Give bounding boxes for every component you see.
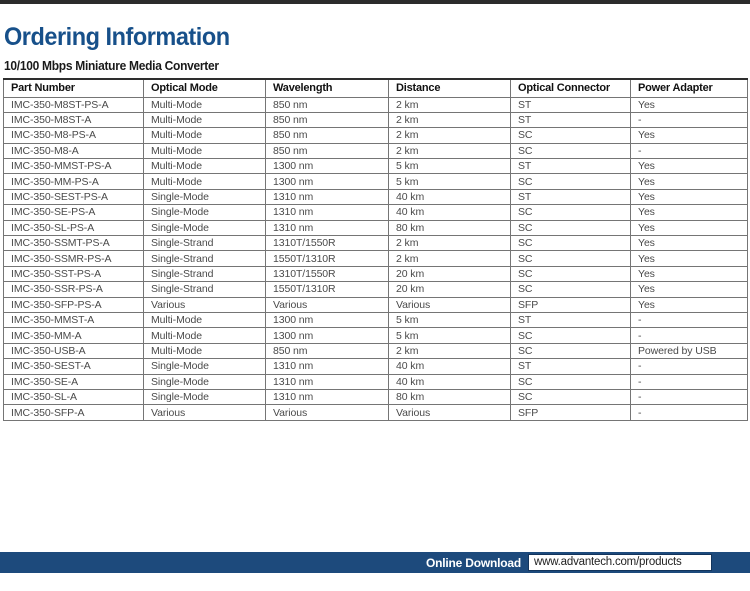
table-cell: SC xyxy=(511,266,631,281)
table-cell: SFP xyxy=(511,297,631,312)
table-row xyxy=(4,389,748,404)
table-cell: Multi-Mode xyxy=(144,328,266,343)
table-cell: 2 km xyxy=(389,251,511,266)
table-cell: Various xyxy=(266,405,389,420)
column-header: Optical Mode xyxy=(144,79,266,97)
table-cell: 1300 nm xyxy=(266,159,389,174)
table-cell: IMC-350-SFP-A xyxy=(4,405,144,420)
table-row xyxy=(4,312,748,327)
table-cell: IMC-350-USB-A xyxy=(4,343,144,358)
table-row xyxy=(4,297,748,312)
table-cell: Single-Strand xyxy=(144,251,266,266)
table-cell: Single-Mode xyxy=(144,359,266,374)
table-cell: IMC-350-MM-A xyxy=(4,328,144,343)
table-cell: 2 km xyxy=(389,236,511,251)
table-cell: 850 nm xyxy=(266,343,389,358)
table-row xyxy=(4,143,748,158)
table-cell: SC xyxy=(511,251,631,266)
table-cell: IMC-350-SSMR-PS-A xyxy=(4,251,144,266)
table-cell: 1300 nm xyxy=(266,312,389,327)
table-cell: 5 km xyxy=(389,328,511,343)
page-title: Ordering Information xyxy=(4,23,230,51)
table-cell: Single-Mode xyxy=(144,189,266,204)
column-header: Optical Connector xyxy=(511,79,631,97)
table-cell: IMC-350-M8-A xyxy=(4,143,144,158)
table-cell: 40 km xyxy=(389,374,511,389)
table-row xyxy=(4,359,748,374)
column-header: Part Number xyxy=(4,79,144,97)
table-cell: - xyxy=(631,389,748,404)
table-cell: - xyxy=(631,359,748,374)
table-cell: 850 nm xyxy=(266,97,389,112)
table-cell: Yes xyxy=(631,282,748,297)
table-cell: IMC-350-M8ST-A xyxy=(4,112,144,127)
table-cell: Yes xyxy=(631,220,748,235)
table-cell: Single-Strand xyxy=(144,282,266,297)
table-cell: 1550T/1310R xyxy=(266,282,389,297)
table-cell: Multi-Mode xyxy=(144,174,266,189)
section-subtitle: 10/100 Mbps Miniature Media Converter xyxy=(4,59,219,73)
table-row xyxy=(4,251,748,266)
table-row xyxy=(4,282,748,297)
table-cell: Yes xyxy=(631,251,748,266)
table-cell: SC xyxy=(511,389,631,404)
table-row xyxy=(4,159,748,174)
column-header: Wavelength xyxy=(266,79,389,97)
table-cell: 1300 nm xyxy=(266,174,389,189)
table-cell: IMC-350-SFP-PS-A xyxy=(4,297,144,312)
table-cell: - xyxy=(631,405,748,420)
table-cell: Yes xyxy=(631,205,748,220)
table-cell: Single-Mode xyxy=(144,220,266,235)
table-cell: Multi-Mode xyxy=(144,312,266,327)
table-row xyxy=(4,405,748,420)
column-header: Power Adapter xyxy=(631,79,748,97)
table-cell: Single-Strand xyxy=(144,266,266,281)
table-cell: Multi-Mode xyxy=(144,143,266,158)
table-cell: IMC-350-SL-A xyxy=(4,389,144,404)
table-cell: Yes xyxy=(631,266,748,281)
table-cell: 80 km xyxy=(389,220,511,235)
table-cell: - xyxy=(631,312,748,327)
table-cell: 1310 nm xyxy=(266,389,389,404)
table-cell: Various xyxy=(266,297,389,312)
table-row xyxy=(4,205,748,220)
table-cell: IMC-350-SL-PS-A xyxy=(4,220,144,235)
table-cell: - xyxy=(631,112,748,127)
table-cell: 2 km xyxy=(389,143,511,158)
table-cell: ST xyxy=(511,112,631,127)
table-cell: 1310 nm xyxy=(266,189,389,204)
table-cell: 80 km xyxy=(389,389,511,404)
table-header-row xyxy=(4,79,748,97)
table-cell: ST xyxy=(511,159,631,174)
table-cell: IMC-350-MM-PS-A xyxy=(4,174,144,189)
table-cell: Yes xyxy=(631,97,748,112)
online-download-label: Online Download xyxy=(426,555,521,570)
table-cell: SC xyxy=(511,143,631,158)
table-cell: IMC-350-SST-PS-A xyxy=(4,266,144,281)
table-row xyxy=(4,220,748,235)
top-rule xyxy=(0,0,750,4)
table-cell: Yes xyxy=(631,297,748,312)
table-cell: 5 km xyxy=(389,159,511,174)
table-cell: Single-Mode xyxy=(144,389,266,404)
table-cell: 2 km xyxy=(389,112,511,127)
column-header: Distance xyxy=(389,79,511,97)
table-cell: 2 km xyxy=(389,128,511,143)
table-cell: Multi-Mode xyxy=(144,159,266,174)
table-cell: SC xyxy=(511,282,631,297)
table-cell: SC xyxy=(511,128,631,143)
table-cell: 40 km xyxy=(389,359,511,374)
table-cell: Yes xyxy=(631,159,748,174)
table-row xyxy=(4,266,748,281)
table-cell: 2 km xyxy=(389,343,511,358)
table-cell: 20 km xyxy=(389,282,511,297)
table-cell: ST xyxy=(511,359,631,374)
table-cell: SC xyxy=(511,374,631,389)
table-cell: 850 nm xyxy=(266,128,389,143)
table-cell: Yes xyxy=(631,236,748,251)
table-row xyxy=(4,343,748,358)
table-cell: SC xyxy=(511,220,631,235)
table-cell: SC xyxy=(511,205,631,220)
table-cell: 40 km xyxy=(389,189,511,204)
table-cell: 1310 nm xyxy=(266,205,389,220)
table-cell: Powered by USB xyxy=(631,343,748,358)
table-cell: ST xyxy=(511,312,631,327)
table-cell: - xyxy=(631,143,748,158)
table-cell: IMC-350-SSMT-PS-A xyxy=(4,236,144,251)
table-cell: 20 km xyxy=(389,266,511,281)
table-body xyxy=(4,97,748,420)
table-cell: Various xyxy=(389,297,511,312)
table-cell: Various xyxy=(389,405,511,420)
table-cell: Single-Strand xyxy=(144,236,266,251)
table-cell: IMC-350-M8ST-PS-A xyxy=(4,97,144,112)
table-cell: 40 km xyxy=(389,205,511,220)
table-cell: 1310T/1550R xyxy=(266,236,389,251)
table-cell: Yes xyxy=(631,174,748,189)
table-row xyxy=(4,128,748,143)
ordering-table xyxy=(3,78,748,421)
table-row xyxy=(4,374,748,389)
table-cell: 1310 nm xyxy=(266,374,389,389)
download-url[interactable]: www.advantech.com/products xyxy=(528,554,712,571)
footer-bar xyxy=(0,552,750,573)
table-row xyxy=(4,328,748,343)
table-cell: IMC-350-SSR-PS-A xyxy=(4,282,144,297)
table-cell: IMC-350-MMST-PS-A xyxy=(4,159,144,174)
table-cell: - xyxy=(631,328,748,343)
table-cell: SFP xyxy=(511,405,631,420)
table-cell: Various xyxy=(144,405,266,420)
table-cell: 2 km xyxy=(389,97,511,112)
table-cell: Multi-Mode xyxy=(144,343,266,358)
table-cell: 1310T/1550R xyxy=(266,266,389,281)
table-cell: SC xyxy=(511,236,631,251)
table-cell: 1300 nm xyxy=(266,328,389,343)
table-cell: Various xyxy=(144,297,266,312)
table-cell: IMC-350-SEST-A xyxy=(4,359,144,374)
table-cell: Single-Mode xyxy=(144,205,266,220)
table-cell: 1550T/1310R xyxy=(266,251,389,266)
table-cell: SC xyxy=(511,174,631,189)
table-cell: 5 km xyxy=(389,312,511,327)
table-cell: Multi-Mode xyxy=(144,97,266,112)
table-cell: 1310 nm xyxy=(266,359,389,374)
table-cell: IMC-350-SE-PS-A xyxy=(4,205,144,220)
table-cell: 1310 nm xyxy=(266,220,389,235)
table-cell: 5 km xyxy=(389,174,511,189)
table-cell: SC xyxy=(511,328,631,343)
table-cell: - xyxy=(631,374,748,389)
table-cell: SC xyxy=(511,343,631,358)
table-cell: 850 nm xyxy=(266,112,389,127)
table-cell: Multi-Mode xyxy=(144,112,266,127)
table-cell: ST xyxy=(511,189,631,204)
table-cell: ST xyxy=(511,97,631,112)
table-cell: IMC-350-MMST-A xyxy=(4,312,144,327)
table-cell: IMC-350-M8-PS-A xyxy=(4,128,144,143)
table-row xyxy=(4,236,748,251)
table-row xyxy=(4,112,748,127)
table-row xyxy=(4,189,748,204)
table-row xyxy=(4,97,748,112)
table-cell: Single-Mode xyxy=(144,374,266,389)
table-cell: 850 nm xyxy=(266,143,389,158)
table-cell: IMC-350-SE-A xyxy=(4,374,144,389)
table-cell: Yes xyxy=(631,189,748,204)
table-cell: Yes xyxy=(631,128,748,143)
table-cell: Multi-Mode xyxy=(144,128,266,143)
table-cell: IMC-350-SEST-PS-A xyxy=(4,189,144,204)
table-row xyxy=(4,174,748,189)
